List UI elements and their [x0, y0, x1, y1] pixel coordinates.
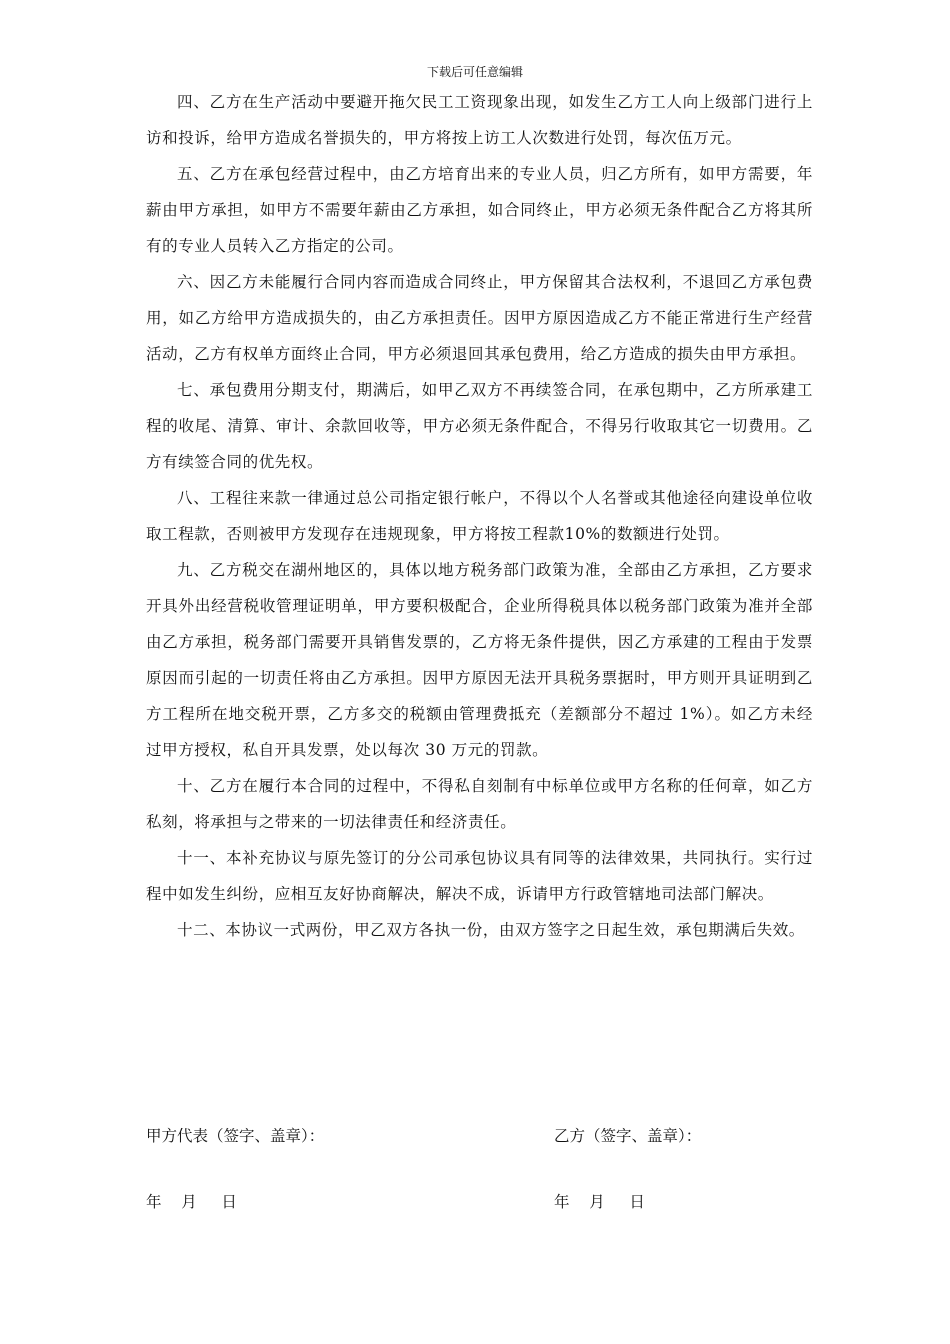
clause-12: 十二、本协议一式两份，甲乙双方各执一份，由双方签字之日起生效，承包期满后失效。 — [177, 921, 805, 939]
clause-8: 八、工程往来款一律通过总公司指定银行帐户，不得以个人名誉或其他途径向建设单位收取工程款，否则被甲方发现存在违规现象，甲方将按工程款10%的数额进行处罚。 — [146, 489, 813, 543]
party-a-date: 年 月 日 — [146, 1193, 237, 1211]
clause-10: 十、乙方在履行本合同的过程中，不得私自刻制有中标单位或甲方名称的任何章，如乙方私刻，将承担与之带来的一切法律责任和经济责任。 — [146, 777, 813, 831]
contract-body — [146, 84, 813, 948]
clause-4: 四、乙方在生产活动中要避开拖欠民工工资现象出现，如发生乙方工人向上级部门进行上访和投诉，给甲方造成名誉损失的，甲方将按上访工人次数进行处罚，每次伍万元。 — [146, 93, 813, 147]
party-b-date: 年 月 日 — [554, 1193, 645, 1211]
clause-5: 五、乙方在承包经营过程中，由乙方培育出来的专业人员，归乙方所有，如甲方需要，年薪由甲方承担，如甲方不需要年薪由乙方承担，如合同终止，甲方必须无条件配合乙方将其所有的专业人员转入乙方指定的公司。 — [146, 165, 813, 255]
clause-9: 九、乙方税交在湖州地区的，具体以地方税务部门政策为准，全部由乙方承担，乙方要求开具外出经营税收管理证明单，甲方要积极配合，企业所得税具体以税务部门政策为准并全部由乙方承担，税务部门需要开具销售发票的，乙方将无条件提供，因乙方承建的工程由于发票原因而引起的一切责任将由乙方承担。因甲方原因无法开具税务票据时，甲方则开具证明到乙方工程所在地交税开票，乙方多交的税额由管理费抵充（差额部分不超过 1%）。如乙方未经过甲方授权，私自开具发票，处以每次 30 万元的罚款。 — [146, 561, 813, 759]
header-note: 下载后可任意编辑 — [426, 65, 523, 79]
party-b-signature-label: 乙方（签字、盖章）： — [554, 1127, 702, 1145]
party-a-signature-label: 甲方代表（签字、盖章）： — [146, 1127, 325, 1145]
clause-11: 十一、本补充协议与原先签订的分公司承包协议具有同等的法律效果，共同执行。实行过程中如发生纠纷，应相互友好协商解决，解决不成，诉请甲方行政管辖地司法部门解决。 — [146, 849, 813, 903]
clause-6: 六、因乙方未能履行合同内容而造成合同终止，甲方保留其合法权利，不退回乙方承包费用，如乙方给甲方造成损失的，由乙方承担责任。因甲方原因造成乙方不能正常进行生产经营活动，乙方有权单方面终止合同，甲方必须退回其承包费用，给乙方造成的损失由甲方承担。 — [146, 273, 813, 363]
clause-7: 七、承包费用分期支付，期满后，如甲乙双方不再续签合同，在承包期中，乙方所承建工程的收尾、清算、审计、余款回收等，甲方必须无条件配合，不得另行收取其它一切费用。乙方有续签合同的优先权。 — [146, 381, 813, 471]
